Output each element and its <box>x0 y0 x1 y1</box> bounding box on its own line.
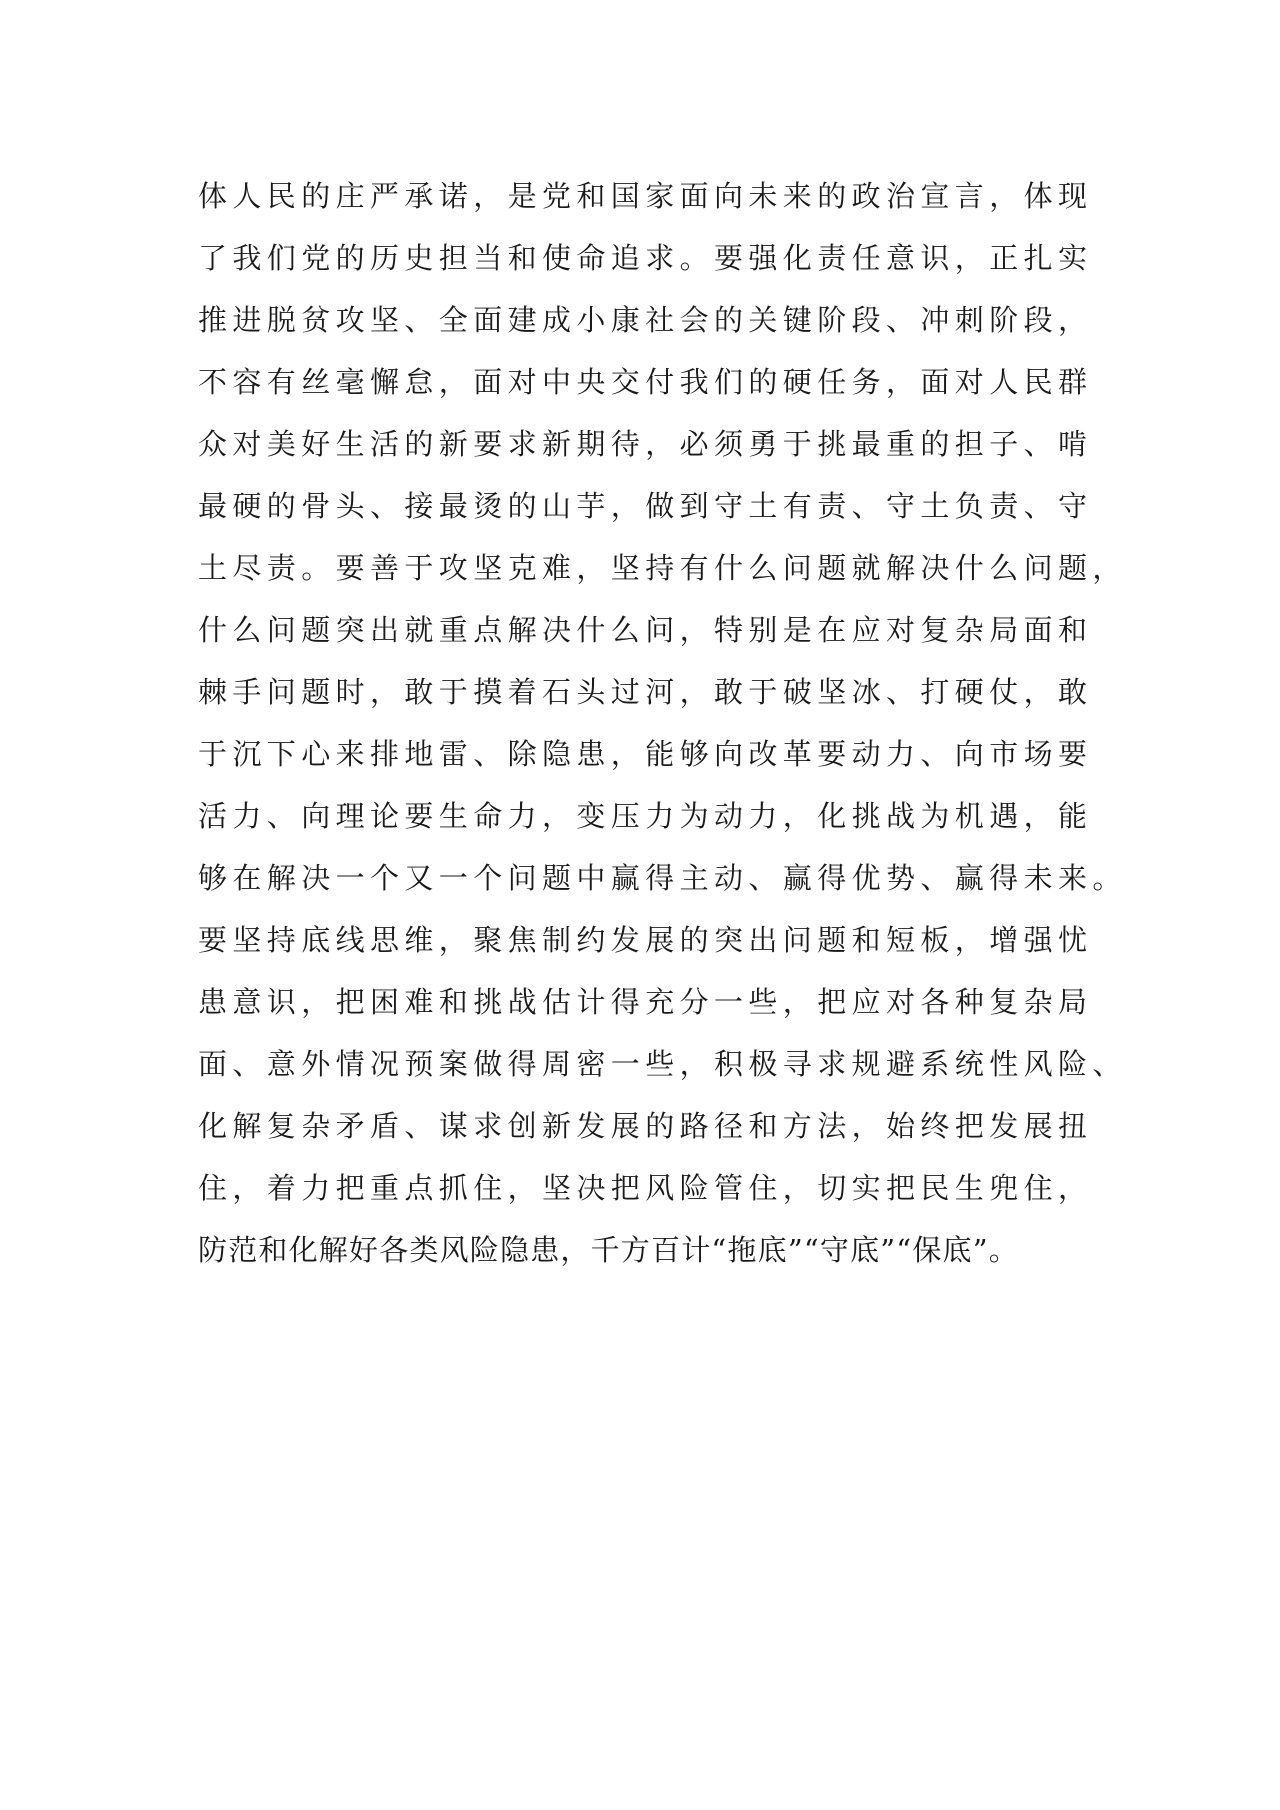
text-line: 患意识，把困难和挑战估计得充分一些，把应对各种复杂局 <box>198 985 1093 1019</box>
text-line: 众对美好生活的新要求新期待，必须勇于挑最重的担子、啃 <box>198 427 1093 461</box>
text-line: 最硬的骨头、接最烫的山芋，做到守土有责、守土负责、守 <box>198 489 1093 523</box>
text-line: 体人民的庄严承诺，是党和国家面向未来的政治宣言，体现 <box>198 179 1093 213</box>
body-paragraph <box>198 165 1127 1281</box>
text-line: 推进脱贫攻坚、全面建成小康社会的关键阶段、冲刺阶段， <box>198 303 1093 337</box>
text-line: 够在解决一个又一个问题中赢得主动、赢得优势、赢得未来。 <box>198 861 1127 895</box>
text-line: 防范和化解好各类风险隐患，千方百计“拖底”“守底”“保底”。 <box>198 1233 1019 1267</box>
text-line: 不容有丝毫懈怠，面对中央交付我们的硬任务，面对人民群 <box>198 365 1093 399</box>
text-line: 活力、向理论要生命力，变压力为动力，化挑战为机遇，能 <box>198 799 1093 833</box>
text-line: 土尽责。要善于攻坚克难，坚持有什么问题就解决什么问题， <box>198 551 1127 585</box>
text-line: 要坚持底线思维，聚焦制约发展的突出问题和短板，增强忧 <box>198 923 1093 957</box>
text-line: 棘手问题时，敢于摸着石头过河，敢于破坚冰、打硬仗，敢 <box>198 675 1093 709</box>
text-line: 面、意外情况预案做得周密一些，积极寻求规避系统性风险、 <box>198 1047 1127 1081</box>
text-line: 什么问题突出就重点解决什么问，特别是在应对复杂局面和 <box>198 613 1093 647</box>
text-line: 化解复杂矛盾、谋求创新发展的路径和方法，始终把发展扭 <box>198 1109 1093 1143</box>
text-line: 了我们党的历史担当和使命追求。要强化责任意识，正扎实 <box>198 241 1093 275</box>
text-line: 于沉下心来排地雷、除隐患，能够向改革要动力、向市场要 <box>198 737 1093 771</box>
text-line: 住，着力把重点抓住，坚决把风险管住，切实把民生兜住， <box>198 1171 1093 1205</box>
